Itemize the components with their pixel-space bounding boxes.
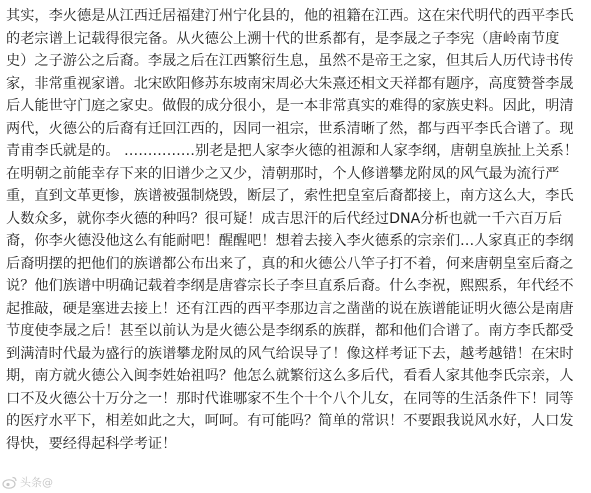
- text-line: 史）之子游公之后裔。李晟之后在江西繁衍生息，虽然不是帝王之家，但其后人历代诗书传: [6, 53, 574, 69]
- text-line: 裔，你李火德没他这么有能耐吧！醒醒吧！想着去接入李火德系的宗亲们…人家真正的李纲: [6, 233, 574, 249]
- text-line: 的医疗水平下，相差如此之大，呵呵。有可能吗？简单的常识！不要跟我说风水好，人口发: [6, 413, 574, 429]
- text-line: 后裔明摆的把他们的族谱都公布出来了，真的和火德公八竿子打不着，何来唐朝皇室后裔之: [6, 255, 574, 272]
- article-text: [6, 5, 590, 455]
- text-line: 得快，要经得起科学考证！: [6, 435, 177, 452]
- text-line: 后人能世守门庭之家史。做假的成分很小，是一本非常真实的难得的家族史料。因此，明清: [6, 98, 574, 114]
- text-line: 期，南方就火德公入闽李姓始祖吗？他怎么就繁衍这么多后代，看看人家其他李氏宗亲，人: [6, 368, 574, 384]
- text-line: 家，非常重视家谱。北宋欧阳修苏东坡南宋周必大朱熹还相文天祥都有题序，高度赞誉李晟: [6, 75, 574, 92]
- text-line: 重，直到文革更惨，族谱被强制烧毁，断层了，索性把皇室后裔都接上，南方这么大，李氏: [6, 188, 574, 204]
- watermark-text: 头条@: [20, 476, 53, 489]
- text-line: 到满清时代最为盛行的族谱攀龙附凤的风气给误导了！像这样考证下去，越考越错！在宋时: [6, 345, 574, 362]
- text-line: 的老宗谱上记载得很完备。从火德公上溯十代的世系都有，是李晟之子李宪（唐岭南节度: [6, 30, 560, 47]
- text-line: 在明朝之前能幸存下来的旧谱少之又少，清朝那时，个人修谱攀龙附凤的风气最为流行严: [6, 165, 560, 182]
- text-line: 说？他们族谱中明确记载着李纲是唐睿宗长子李旦直系后裔。什么李祝，熙熙系，年代经不: [6, 278, 574, 294]
- text-line: 两代，火德公的后裔有迁回江西的，因同一祖宗，世系清晰了然，都与西平李氏合谱了。现: [6, 120, 574, 137]
- text-line: 人数众多，就你李火德的种吗？很可疑！成吉思汗的后代经过DNA分析也就一千六百万后: [6, 210, 563, 227]
- text-line: 节度使李晟之后！甚至以前认为是火德公是李纲系的族群，都和他们合谱了。南方李氏都受: [6, 323, 574, 339]
- text-line: 青甫李氏就是的。 ……………别老是把人家李火德的祖源和人家李纲，唐朝皇族扯上关系！: [6, 143, 579, 159]
- weibo-icon: [2, 475, 18, 489]
- watermark: [2, 473, 53, 491]
- text-line: 其实，李火德是从江西迁居福建汀州宁化县的，他的祖籍在江西。这在宋代明代的西平李氏: [6, 8, 574, 24]
- text-line: 口不及火德公十万分之一！那时代谁哪家不生个十个八个儿女，在同等的生活条件下！同等: [6, 390, 574, 407]
- text-line: 起推敲，硬是塞进去接上！还有江西的西平李那边言之凿凿的说在族谱能证明火德公是南唐: [6, 300, 574, 317]
